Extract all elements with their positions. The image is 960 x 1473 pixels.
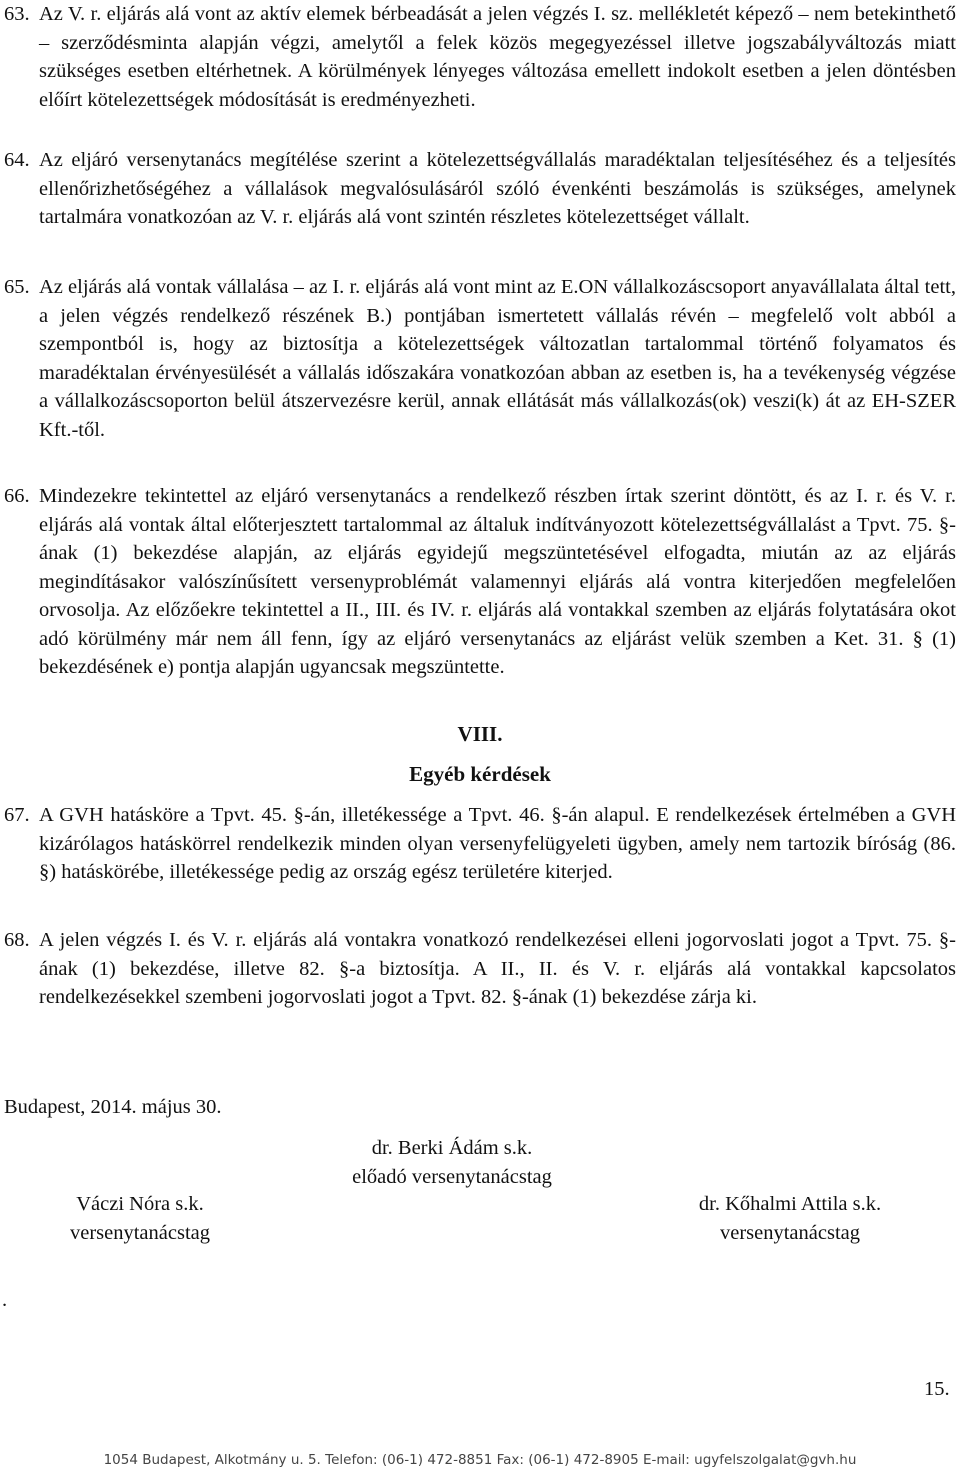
section-number: VIII. [457,722,503,746]
signatory-right [660,1190,920,1247]
signatory-name: dr. Berki Ádám s.k. [371,1137,533,1159]
paragraph-63 [4,0,956,114]
paragraph-67 [4,801,956,887]
paragraph-text: A GVH hatásköre a Tpvt. 45. §-án, illetékessége a Tpvt. 46. §-án alapul. E rendelkezések értelmében a GVH kizárólagos hatáskörrel rendelkezik minden olyan versenyfelügyeleti ügyben, amely nem tartozik bíróság (86. §) hatáskörébe, illetékessége pedig az ország egész területére kiterjed. [39,804,956,883]
signatory-name: Váczi Nóra s.k. [76,1193,204,1215]
place-and-date: Budapest, 2014. május 30. [4,1096,222,1118]
paragraph-66 [4,482,956,682]
paragraph-64 [4,146,956,232]
paragraph-text: Az eljáró versenytanács megítélése szerint a kötelezettségvállalás maradéktalan teljesítéséhez és a teljesítés ellenőrizhetőségéhez a vállalások megvalósulásáról szóló évenkénti beszámolás is szükséges, amelynek tartalmára vonatkozóan az V. r. eljárás alá vont szintén részletes kötelezettséget vállalt. [39,149,956,228]
signatory-role: versenytanácstag [719,1221,861,1244]
signatory-center [300,1134,604,1191]
paragraph-text: Mindezekre tekintettel az eljáró versenytanács a rendelkező részben írtak szerint döntött, és az I. r. és V. r. eljárás alá vontak által előterjesztett tartalommal az általuk indítványozott kötelezettségvállalást a Tpvt. 75. §-ának (1) bekezdése alapján, az eljárás egyidejű megszüntetésével elfogadta, miután az az eljárás megindításakor valószínűsített versenyproblémát valamennyi eljárás alá vontra kiterjedően megfelelően orvosolja. Az előzőekre tekintettel a II., III. és IV. r. eljárás alá vontakkal szemben az eljárás folytatására okot adó körülmény már nem áll fenn, így az eljáró versenytanács az eljárást velük szemben a Ket. 31. § (1) bekezdésének e) pontja alapján ugyancsak megszüntette. [39,485,956,678]
signatory-role: előadó versenytanácstag [352,1165,552,1188]
stray-dot: . [2,1289,8,1311]
paragraph-text: A jelen végzés I. és V. r. eljárás alá vontakra vonatkozó rendelkezései elleni jogorvoslati jogot a Tpvt. 75. §-ának (1) bekezdése, illetve 82. §-a biztosítja. A II., II. és V. r. eljárás alá vontakkal kapcsolatos rendelkezésekkel szembeni jogorvoslati jogot a Tpvt. 82. §-ának (1) bekezdése zárja ki. [39,929,956,1008]
signatory-role: versenytanácstag [69,1221,211,1244]
paragraph-number: 63. [4,3,30,25]
paragraph-text: Az V. r. eljárás alá vont az aktív elemek bérbeadását a jelen végzés I. sz. mellékletét képező – nem betekinthető – szerződésminta alapján végzi, amelytől a felek közös megegyezéssel illetve jogszabályváltozás miatt szükséges esetben eltérhetnek. A körülmények lényeges változása emellett indokolt esetben a jelen döntésben előírt kötelezettségek módosítását is eredményezheti. [39,3,956,111]
paragraph-number: 65. [4,276,30,298]
page-number: 15. [924,1378,950,1400]
section-title: Egyéb kérdések [409,762,551,786]
paragraph-number: 64. [4,149,30,171]
signatory-left [20,1190,260,1247]
signatory-name: dr. Kőhalmi Attila s.k. [698,1193,882,1215]
paragraph-number: 66. [4,485,30,507]
paragraph-65 [4,273,956,444]
paragraph-number: 67. [4,804,30,826]
paragraph-number: 68. [4,929,30,951]
paragraph-68 [4,926,956,1012]
footer-contact: 1054 Budapest, Alkotmány u. 5. Telefon: (06-1) 472-8851 Fax: (06-1) 472-8905 E-mail: ugyfelszolgalat@gvh.hu [103,1452,857,1468]
paragraph-text: Az eljárás alá vontak vállalása – az I. r. eljárás alá vont mint az E.ON vállalkozáscsoport anyavállalata által tett, a jelen végzés rendelkező részének B.) pontjában ismertetett vállalás révén – megfelelő volt abból a szempontból is, hogy az biztosítja a kötelezettségek változatlan tartalommal történő folyamatos és maradéktalan érvényesülését a vállalás időszakára vonatkozóan abban az esetben is, ha a tevékenység végzése a vállalkozáscsoporton belül átszervezésre kerül, annak ellátását más vállalkozás(ok) veszi(k) át az EH-SZER Kft.-től. [39,276,956,441]
